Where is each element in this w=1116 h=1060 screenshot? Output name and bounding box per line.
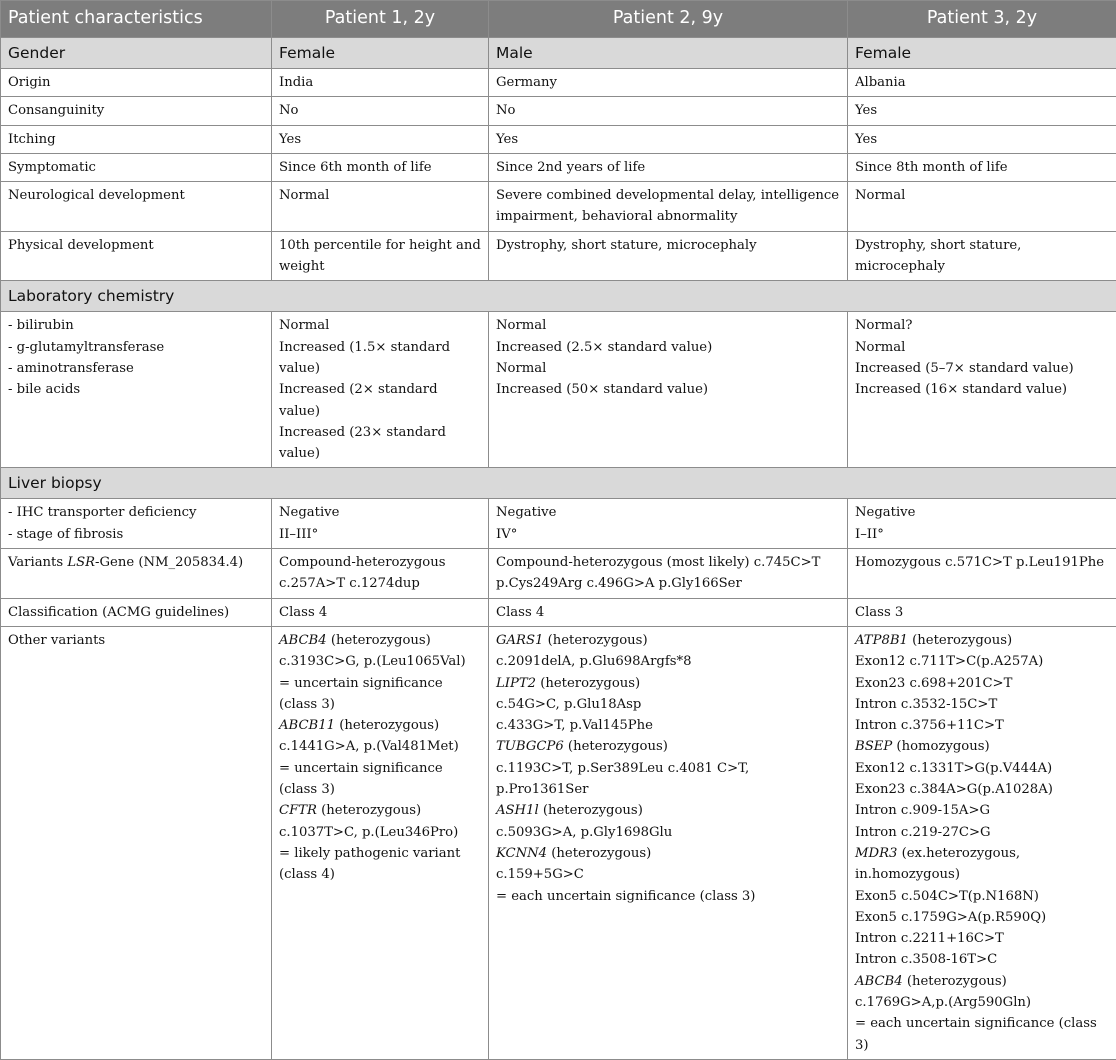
- cell-patient-1: [272, 499, 489, 549]
- cell-patient-1: Class 4: [272, 598, 489, 626]
- biopsy-value: I–II°: [855, 524, 1109, 545]
- cell-patient-2: Since 2nd years of life: [489, 153, 848, 181]
- biopsy-value: Negative: [855, 502, 1109, 523]
- variant-line: ABCB4 (heterozygous): [279, 630, 481, 651]
- row-physical-development: [1, 231, 1116, 281]
- variant-line: = each uncertain significance (class 3): [855, 1013, 1109, 1056]
- variant-line: Intron c.3532-15C>T: [855, 694, 1109, 715]
- cell-patient-2: Dystrophy, short stature, microcephaly: [489, 231, 848, 281]
- cell-patient-3: Albania: [848, 69, 1116, 97]
- cell-patient-2: Male: [489, 38, 848, 69]
- variants-label-suffix: -Gene (NM_205834.4): [95, 555, 243, 570]
- variant-line: c.1037T>C, p.(Leu346Pro): [279, 822, 481, 843]
- lab-value: Normal: [855, 337, 1109, 358]
- header-patient-characteristics: Patient characteristics: [1, 1, 272, 38]
- gene-name: GARS1: [496, 633, 543, 648]
- variant-line: = likely pathogenic variant: [279, 843, 481, 864]
- variant-line: c.5093G>A, p.Gly1698Glu: [496, 822, 840, 843]
- row-label: Physical development: [1, 231, 272, 281]
- cell-patient-2: [489, 626, 848, 1059]
- gene-name: MDR3: [855, 846, 897, 861]
- variant-line: = uncertain significance: [279, 673, 481, 694]
- row-other-variants: [1, 626, 1116, 1059]
- variant-line: BSEP (homozygous): [855, 736, 1109, 757]
- cell-patient-2: Germany: [489, 69, 848, 97]
- biopsy-value: IV°: [496, 524, 840, 545]
- biopsy-value: Negative: [279, 502, 481, 523]
- section-liver-biopsy: [1, 468, 1116, 499]
- cell-patient-3: Yes: [848, 97, 1116, 125]
- lab-value: Normal: [496, 315, 840, 336]
- gene-name: ABCB4: [279, 633, 327, 648]
- lab-value: Increased (16× standard value): [855, 379, 1109, 400]
- cell-patient-3: Homozygous c.571C>T p.Leu191Phe: [848, 549, 1116, 599]
- cell-patient-1: Yes: [272, 125, 489, 153]
- variant-line: ABCB4 (heterozygous): [855, 971, 1109, 992]
- section-title: Liver biopsy: [1, 468, 1116, 499]
- variant-line: in.homozygous): [855, 864, 1109, 885]
- table-header-row: [1, 1, 1116, 38]
- gene-name: TUBGCP6: [496, 739, 564, 754]
- row-itching: [1, 125, 1116, 153]
- variant-line: ASH1l (heterozygous): [496, 800, 840, 821]
- row-label: Consanguinity: [1, 97, 272, 125]
- cell-patient-3: Yes: [848, 125, 1116, 153]
- lab-value: Increased (5–7× standard value): [855, 358, 1109, 379]
- cell-patient-3: [848, 499, 1116, 549]
- variant-line: c.54G>C, p.Glu18Asp: [496, 694, 840, 715]
- cell-patient-3: [848, 312, 1116, 468]
- cell-patient-1: [272, 312, 489, 468]
- row-neurological-development: [1, 182, 1116, 232]
- cell-patient-2: No: [489, 97, 848, 125]
- cell-patient-3: Female: [848, 38, 1116, 69]
- gene-name: ABCB4: [855, 974, 903, 989]
- row-label: [1, 312, 272, 468]
- header-patient-3: Patient 3, 2y: [848, 1, 1116, 38]
- variant-line: c.3193C>G, p.(Leu1065Val): [279, 651, 481, 672]
- row-label: Other variants: [1, 626, 272, 1059]
- cell-patient-1: 10th percentile for height and weight: [272, 231, 489, 281]
- cell-patient-1: Normal: [272, 182, 489, 232]
- lab-label: - aminotransferase: [8, 358, 264, 379]
- cell-patient-1: Compound-heterozygous c.257A>T c.1274dup: [272, 549, 489, 599]
- row-gender: [1, 38, 1116, 69]
- variant-line: = each uncertain significance (class 3): [496, 886, 840, 907]
- lab-value: Increased (2.5× standard value): [496, 337, 840, 358]
- biopsy-value: Negative: [496, 502, 840, 523]
- variant-line: Exon12 c.711T>C(p.A257A): [855, 651, 1109, 672]
- lab-value: Normal?: [855, 315, 1109, 336]
- gene-name: KCNN4: [496, 846, 547, 861]
- cell-patient-1: India: [272, 69, 489, 97]
- variant-line: c.159+5G>C: [496, 864, 840, 885]
- lab-value: Increased (23× standard value): [279, 422, 481, 465]
- cell-patient-3: Dystrophy, short stature, microcephaly: [848, 231, 1116, 281]
- cell-patient-2: [489, 499, 848, 549]
- lab-label: - bilirubin: [8, 315, 264, 336]
- cell-patient-1: [272, 626, 489, 1059]
- cell-patient-2: [489, 312, 848, 468]
- variant-line: c.1769G>A,p.(Arg590Gln): [855, 992, 1109, 1013]
- cell-patient-2: Severe combined developmental delay, intelligence impairment, behavioral abnormality: [489, 182, 848, 232]
- row-label: Itching: [1, 125, 272, 153]
- row-laboratory-values: [1, 312, 1116, 468]
- gene-name: ASH1l: [496, 803, 539, 818]
- cell-patient-2: Yes: [489, 125, 848, 153]
- row-label: [1, 549, 272, 599]
- variant-line: Exon23 c.698+201C>T: [855, 673, 1109, 694]
- variant-line: c.1193C>T, p.Ser389Leu c.4081 C>T, p.Pro1361Ser: [496, 758, 840, 801]
- row-label: Origin: [1, 69, 272, 97]
- variant-line: TUBGCP6 (heterozygous): [496, 736, 840, 757]
- header-patient-1: Patient 1, 2y: [272, 1, 489, 38]
- cell-patient-3: Class 3: [848, 598, 1116, 626]
- variant-line: Intron c.219-27C>G: [855, 822, 1109, 843]
- variant-line: ABCB11 (heterozygous): [279, 715, 481, 736]
- section-laboratory-chemistry: [1, 281, 1116, 312]
- biopsy-label: - IHC transporter deficiency: [8, 502, 264, 523]
- cell-patient-3: Since 8th month of life: [848, 153, 1116, 181]
- gene-name: BSEP: [855, 739, 892, 754]
- variant-line: (class 3): [279, 779, 481, 800]
- variant-line: (class 4): [279, 864, 481, 885]
- variant-line: Exon23 c.384A>G(p.A1028A): [855, 779, 1109, 800]
- row-consanguinity: [1, 97, 1116, 125]
- variant-line: GARS1 (heterozygous): [496, 630, 840, 651]
- cell-patient-2: Class 4: [489, 598, 848, 626]
- lab-value: Increased (2× standard value): [279, 379, 481, 422]
- variant-line: c.433G>T, p.Val145Phe: [496, 715, 840, 736]
- section-title: Laboratory chemistry: [1, 281, 1116, 312]
- variant-line: Intron c.3508-16T>C: [855, 949, 1109, 970]
- row-biopsy-values: [1, 499, 1116, 549]
- lab-value: Normal: [496, 358, 840, 379]
- variant-line: Intron c.3756+11C>T: [855, 715, 1109, 736]
- variant-line: c.1441G>A, p.(Val481Met): [279, 736, 481, 757]
- variant-line: Intron c.2211+16C>T: [855, 928, 1109, 949]
- variant-line: MDR3 (ex.heterozygous,: [855, 843, 1109, 864]
- row-symptomatic: [1, 153, 1116, 181]
- row-variants-lsr-gene: [1, 549, 1116, 599]
- variant-line: c.2091delA, p.Glu698Argfs*8: [496, 651, 840, 672]
- cell-patient-3: Normal: [848, 182, 1116, 232]
- cell-patient-3: [848, 626, 1116, 1059]
- cell-patient-1: Female: [272, 38, 489, 69]
- header-patient-2: Patient 2, 9y: [489, 1, 848, 38]
- variant-line: = uncertain significance: [279, 758, 481, 779]
- biopsy-value: II–III°: [279, 524, 481, 545]
- lab-label: - g-glutamyltransferase: [8, 337, 264, 358]
- row-origin: [1, 69, 1116, 97]
- gene-name: ABCB11: [279, 718, 335, 733]
- biopsy-label: - stage of fibrosis: [8, 524, 264, 545]
- lab-value: Increased (50× standard value): [496, 379, 840, 400]
- gene-name: ATP8B1: [855, 633, 908, 648]
- row-label: Neurological development: [1, 182, 272, 232]
- lab-value: Increased (1.5× standard value): [279, 337, 481, 380]
- variant-line: Exon5 c.1759G>A(p.R590Q): [855, 907, 1109, 928]
- row-label: Classification (ACMG guidelines): [1, 598, 272, 626]
- gene-name: CFTR: [279, 803, 317, 818]
- variant-line: (class 3): [279, 694, 481, 715]
- variant-line: CFTR (heterozygous): [279, 800, 481, 821]
- variant-line: ATP8B1 (heterozygous): [855, 630, 1109, 651]
- variants-label-gene: LSR: [67, 555, 95, 570]
- variant-line: Exon12 c.1331T>G(p.V444A): [855, 758, 1109, 779]
- lab-value: Normal: [279, 315, 481, 336]
- lab-label: - bile acids: [8, 379, 264, 400]
- cell-patient-2: Compound-heterozygous (most likely) c.745C>T p.Cys249Arg c.496G>A p.Gly166Ser: [489, 549, 848, 599]
- variants-label-prefix: Variants: [8, 555, 67, 570]
- row-label: Gender: [1, 38, 272, 69]
- cell-patient-1: No: [272, 97, 489, 125]
- cell-patient-1: Since 6th month of life: [272, 153, 489, 181]
- row-classification: [1, 598, 1116, 626]
- row-label: Symptomatic: [1, 153, 272, 181]
- row-label: [1, 499, 272, 549]
- variant-line: KCNN4 (heterozygous): [496, 843, 840, 864]
- variant-line: LIPT2 (heterozygous): [496, 673, 840, 694]
- variant-line: Intron c.909-15A>G: [855, 800, 1109, 821]
- gene-name: LIPT2: [496, 676, 536, 691]
- variant-line: Exon5 c.504C>T(p.N168N): [855, 886, 1109, 907]
